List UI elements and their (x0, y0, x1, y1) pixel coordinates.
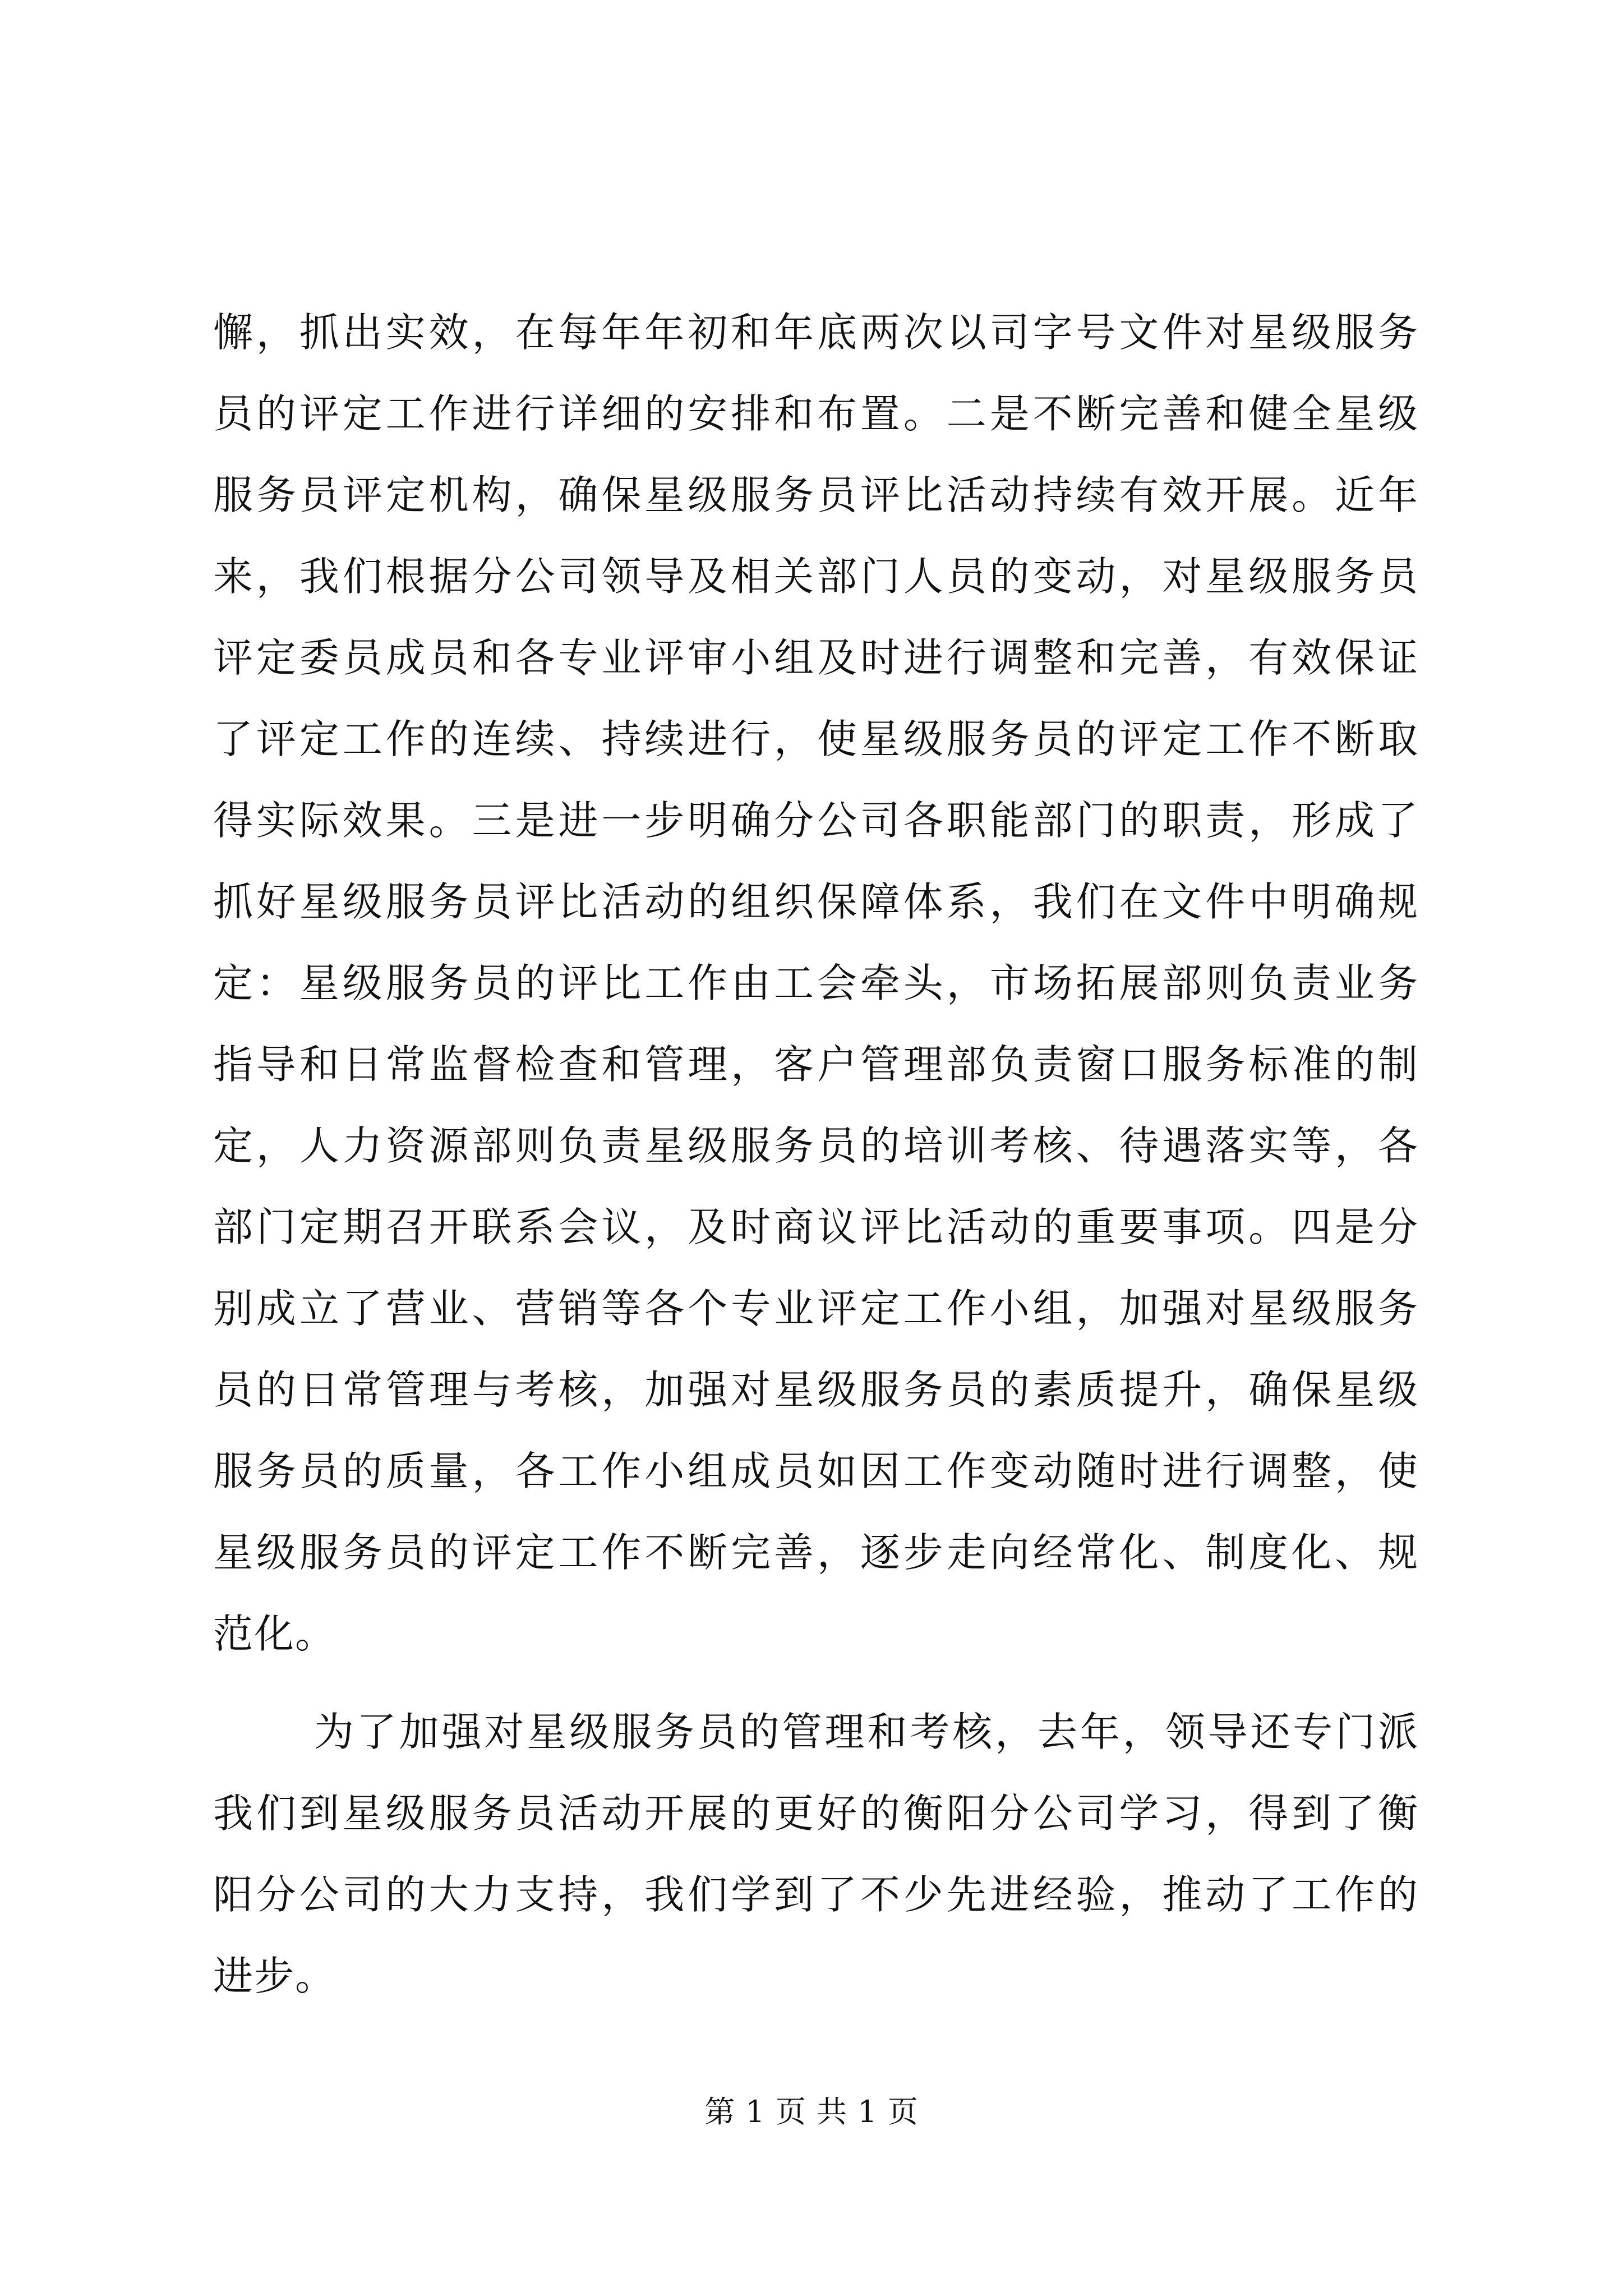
text-line: 员的日常管理与考核，加强对星级服务员的素质提升，确保星级 (213, 1366, 1419, 1413)
text-line: 我们到星级服务员活动开展的更好的衡阳分公司学习，得到了衡 (213, 1790, 1419, 1837)
text-line: 定：星级服务员的评比工作由工会牵头，市场拓展部则负责业务 (213, 960, 1419, 1006)
text-line: 得实际效果。三是进一步明确分公司各职能部门的职责，形成了 (213, 797, 1419, 844)
text-line: 指导和日常监督检查和管理，客户管理部负责窗口服务标准的制 (213, 1041, 1419, 1088)
document-body (213, 292, 1419, 2017)
text-line: 员的评定工作进行详细的安排和布置。二是不断完善和健全星级 (213, 390, 1419, 437)
text-line: 定，人力资源部则负责星级服务员的培训考核、待遇落实等，各 (213, 1122, 1419, 1169)
text-line: 范化。 (213, 1611, 336, 1657)
text-line: 进步。 (213, 1953, 336, 1999)
page-number-footer: 第 1 页 共 1 页 (704, 2094, 919, 2129)
text-line: 了评定工作的连续、持续进行，使星级服务员的评定工作不断取 (213, 716, 1419, 762)
text-line: 懈，抓出实效，在每年年初和年底两次以司字号文件对星级服务 (213, 309, 1419, 356)
text-line: 来，我们根据分公司领导及相关部门人员的变动，对星级服务员 (213, 553, 1419, 600)
paragraph-spacer (213, 1674, 1419, 1691)
text-line: 部门定期召开联系会议，及时商议评比活动的重要事项。四是分 (213, 1204, 1419, 1250)
text-line: 别成立了营业、营销等各个专业评定工作小组，加强对星级服务 (213, 1285, 1419, 1332)
paragraph-1 (213, 292, 1419, 1674)
text-line: 星级服务员的评定工作不断完善，逐步走向经常化、制度化、规 (213, 1529, 1419, 1576)
paragraph-2 (213, 1691, 1419, 2017)
text-line: 阳分公司的大力支持，我们学到了不少先进经验，推动了工作的 (213, 1871, 1419, 1918)
text-line: 抓好星级服务员评比活动的组织保障体系，我们在文件中明确规 (213, 878, 1419, 925)
text-line: 评定委员成员和各专业评审小组及时进行调整和完善，有效保证 (213, 634, 1419, 681)
text-line: 为了加强对星级服务员的管理和考核，去年，领导还专门派 (314, 1709, 1419, 1755)
text-line: 服务员评定机构，确保星级服务员评比活动持续有效开展。近年 (213, 472, 1419, 518)
text-line: 服务员的质量，各工作小组成员如因工作变动随时进行调整，使 (213, 1448, 1419, 1494)
